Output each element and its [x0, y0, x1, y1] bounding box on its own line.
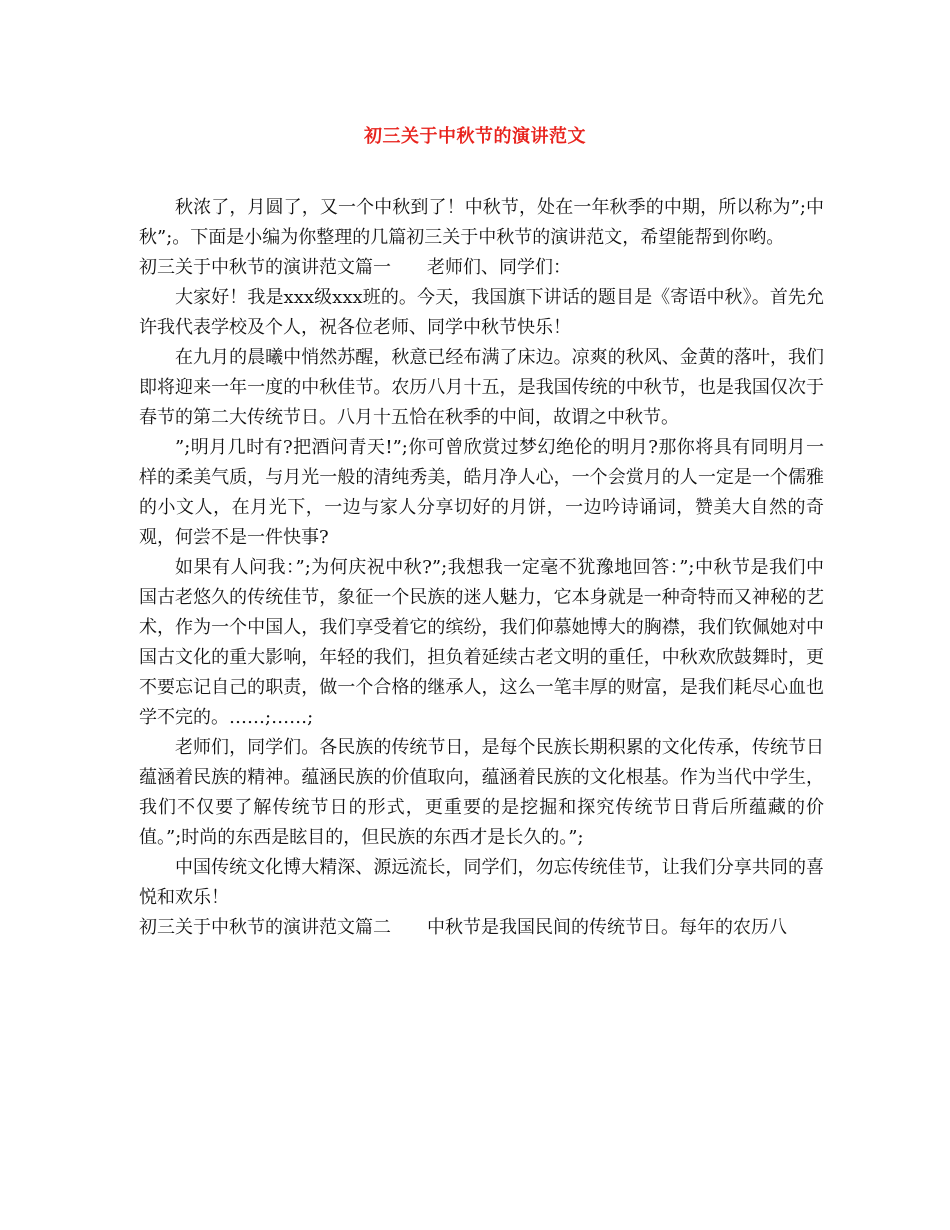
section-1-paragraph-2: 在九月的晨曦中悄然苏醒，秋意已经布满了床边。凉爽的秋风、金黄的落叶，我们即将迎来一年一度的中秋佳节。农历八月十五，是我国传统的中秋节，也是我国仅次于春节的第二大传统节日。八月十五恰在秋季的中间，故谓之中秋节。 — [139, 347, 824, 428]
section-1-paragraph-5: 老师们，同学们。各民族的传统节日，是每个民族长期积累的文化传承，传统节日蕴涵着民族的精神。蕴涵民族的价值取向，蕴涵着民族的文化根基。作为当代中学生，我们不仅要了解传统节日的形式，更重要的是挖掘和探究传统节日背后所蕴藏的价值。”;时尚的东西是眩目的，但民族的东西才是长久的。”; — [139, 737, 824, 848]
section-1-heading: 初三关于中秋节的演讲范文篇一 — [139, 257, 391, 278]
section-1-paragraph-6: 中国传统文化博大精深、源远流长，同学们，勿忘传统佳节，让我们分享共同的喜悦和欢乐！ — [139, 857, 824, 908]
section-1-salutation: 老师们、同学们： — [427, 257, 571, 278]
section-1-heading-line — [139, 253, 824, 283]
section-2-heading-line — [139, 913, 824, 943]
section-2-heading: 初三关于中秋节的演讲范文篇二 — [139, 917, 391, 938]
section-1-paragraph-3: ”;明月几时有?把酒问青天!”;你可曾欣赏过梦幻绝伦的明月?那你将具有同明月一样的柔美气质，与月光一般的清纯秀美，皓月净人心，一个会赏月的人一定是一个儒雅的小文人，在月光下，一边与家人分享切好的月饼，一边吟诗诵词，赞美大自然的奇观，何尝不是一件快事? — [139, 437, 824, 548]
section-2-opening: 中秋节是我国民间的传统节日。每年的农历八 — [427, 917, 787, 938]
document-body — [139, 193, 824, 943]
document-title: 初三关于中秋节的演讲范文 — [364, 126, 586, 147]
section-1-paragraph-1: 大家好！我是xxx级xxx班的。今天，我国旗下讲话的题目是《寄语中秋》。首先允许我代表学校及个人，祝各位老师、同学中秋节快乐！ — [139, 287, 824, 338]
intro-paragraph: 秋浓了，月圆了，又一个中秋到了！中秋节，处在一年秋季的中期，所以称为”;中秋”;。下面是小编为你整理的几篇初三关于中秋节的演讲范文，希望能帮到你哟。 — [139, 197, 824, 248]
section-1-paragraph-4: 如果有人问我：”;为何庆祝中秋?”;我想我一定毫不犹豫地回答：”;中秋节是我们中国古老悠久的传统佳节，象征一个民族的迷人魅力，它本身就是一种奇特而又神秘的艺术，作为一个中国人，我们享受着它的缤纷，我们仰慕她博大的胸襟，我们钦佩她对中国古文化的重大影响，年轻的我们，担负着延续古老文明的重任，中秋欢欣鼓舞时，更不要忘记自己的职责，做一个合格的继承人，这么一笔丰厚的财富，是我们耗尽心血也学不完的。……;……; — [139, 557, 824, 728]
